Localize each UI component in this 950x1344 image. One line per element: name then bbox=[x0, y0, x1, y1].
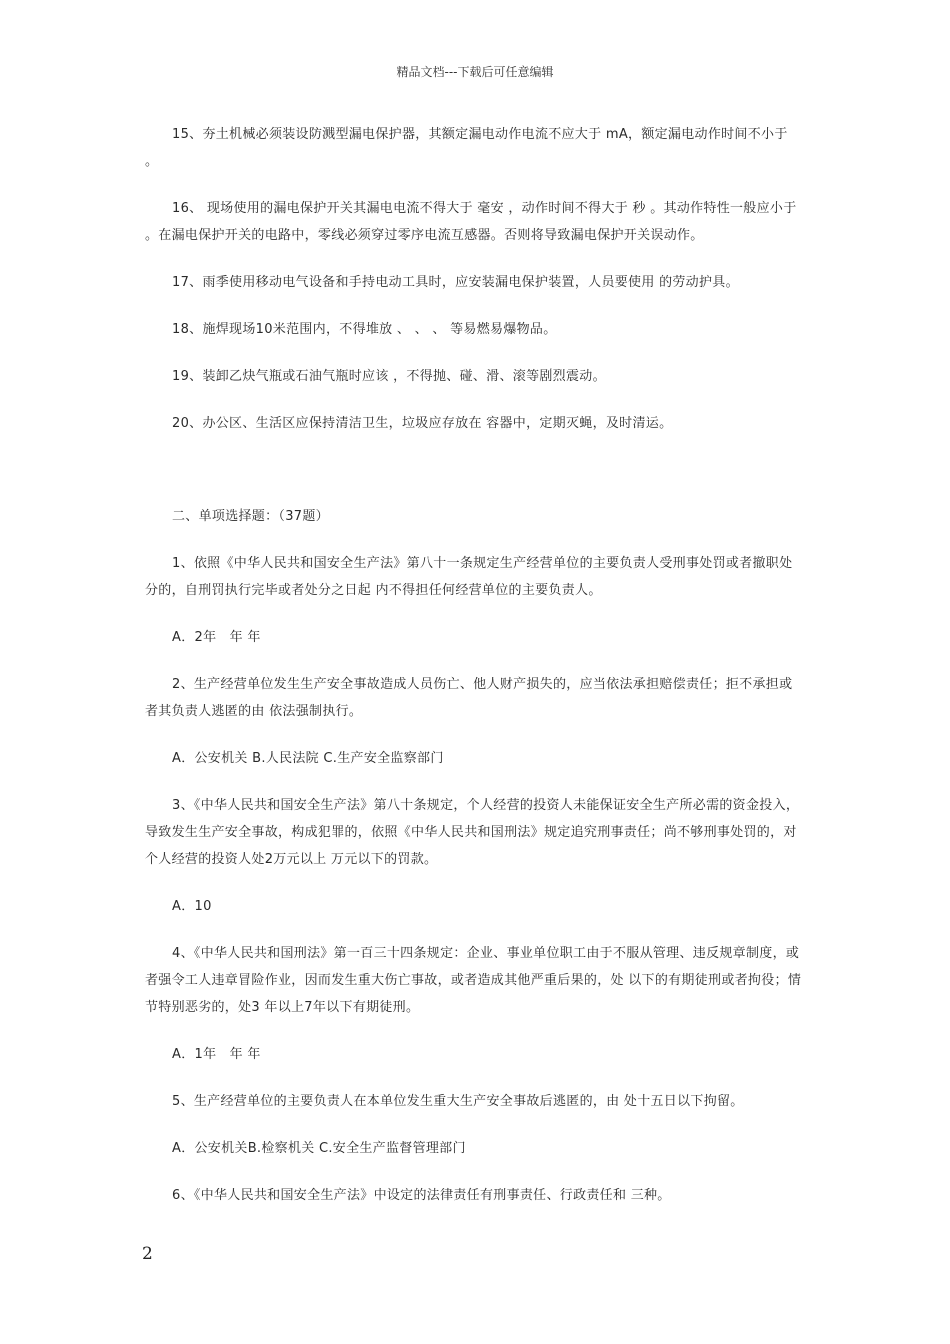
section-spacer bbox=[145, 457, 805, 503]
document-body bbox=[145, 121, 805, 1229]
choice-options-2: A．公安机关 B.人民法院 C.生产安全监察部门 bbox=[172, 751, 444, 766]
choice-options-1: A．2年 年 年 bbox=[172, 630, 261, 645]
choice-question-1: 1、依照《中华人民共和国安全生产法》第八十一条规定生产经营单位的主要负责人受刑事处罚或者撤职处分的，自刑罚执行完毕或者处分之日起 内不得担任何经营单位的主要负责人。 bbox=[145, 556, 793, 598]
question-19: 19、装卸乙炔气瓶或石油气瓶时应该 ，不得抛、碰、滑、滚等剧烈震动。 bbox=[172, 369, 606, 384]
choice-question-5: 5、生产经营单位的主要负责人在本单位发生重大生产安全事故后逃匿的，由 处十五日以下拘留。 bbox=[172, 1094, 744, 1109]
choice-options-3: A．10 bbox=[172, 899, 212, 914]
section-2-title: 二、单项选择题：（37题） bbox=[172, 509, 329, 524]
choice-options-5: A．公安机关B.检察机关 C.安全生产监督管理部门 bbox=[172, 1141, 466, 1156]
choice-question-2: 2、生产经营单位发生生产安全事故造成人员伤亡、他人财产损失的，应当依法承担赔偿责任；拒不承担或者其负责人逃匿的由 依法强制执行。 bbox=[145, 677, 793, 719]
page-header: 精品文档---下载后可任意编辑 bbox=[396, 65, 554, 79]
choice-options-4: A．1年 年 年 bbox=[172, 1047, 261, 1062]
choice-question-3: 3、《中华人民共和国安全生产法》第八十条规定，个人经营的投资人未能保证安全生产所必需的资金投入，导致发生生产安全事故，构成犯罪的，依照《中华人民共和国刑法》规定追究刑事责任；尚不够刑事处罚的，对个人经营的投资人处2万元以上 万元以下的罚款。 bbox=[145, 798, 800, 867]
choice-question-4: 4、《中华人民共和国刑法》第一百三十四条规定：企业、事业单位职工由于不服从管理、违反规章制度，或者强令工人违章冒险作业，因而发生重大伤亡事故，或者造成其他严重后果的，处 以下的有期徒刑或者拘役；情节特别恶劣的，处3 年以上7年以下有期徒刑。 bbox=[145, 946, 802, 1015]
question-18: 18、施焊现场10米范围内，不得堆放 、 、 、 等易燃易爆物品。 bbox=[172, 322, 557, 337]
choice-question-6: 6、《中华人民共和国安全生产法》中设定的法律责任有刑事责任、行政责任和 三种。 bbox=[172, 1188, 671, 1203]
page-number: 2 bbox=[142, 1244, 153, 1264]
question-17: 17、雨季使用移动电气设备和手持电动工具时，应安装漏电保护装置，人员要使用 的劳动护具。 bbox=[172, 275, 739, 290]
question-20: 20、办公区、生活区应保持清洁卫生，垃圾应存放在 容器中，定期灭蝇，及时清运。 bbox=[172, 416, 673, 431]
question-15: 15、夯土机械必须装设防溅型漏电保护器，其额定漏电动作电流不应大于 mA，额定漏电动作时间不小于 。 bbox=[145, 127, 788, 169]
question-16: 16、 现场使用的漏电保护开关其漏电电流不得大于 毫安 ，动作时间不得大于 秒 。其动作特性一般应小于 。在漏电保护开关的电路中，零线必须穿过零序电流互感器。否则将导致漏电保护开关误动作。 bbox=[145, 201, 797, 243]
